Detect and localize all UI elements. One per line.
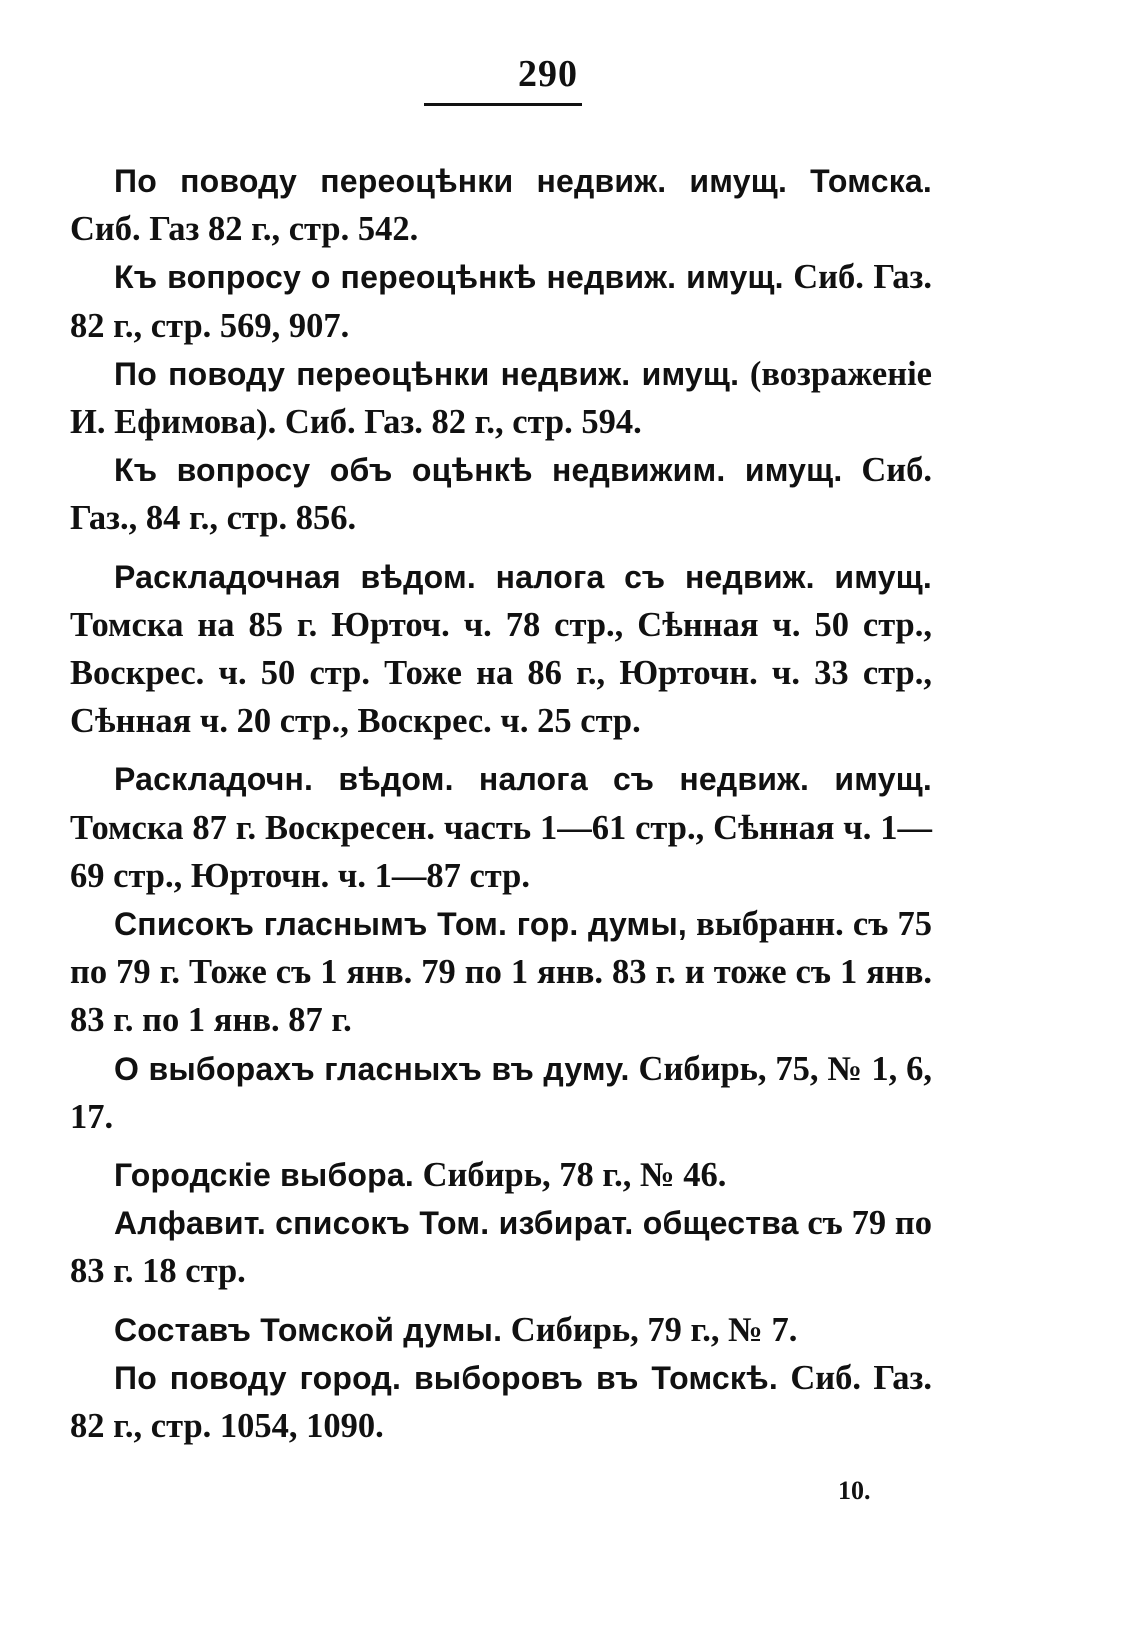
entry-reference: (возраженіе И. Ефимова). Сиб. Газ. 82 г., стр. 594. <box>70 354 932 442</box>
bibliography-entry <box>70 1045 932 1141</box>
entry-title: Къ вопросу о переоцѣнкѣ недвиж. имущ. <box>114 259 784 296</box>
entry-title: Раскладочная вѣдом. налога съ недвиж. имущ. <box>114 558 932 595</box>
bibliography-entry <box>70 446 932 542</box>
entry-reference: Сиб. Газ. 82 г., стр. 1054, 1090. <box>70 1358 933 1446</box>
entry-title: По поводу город. выборовъ въ Томскѣ. <box>114 1359 778 1396</box>
entry-title: О выборахъ гласныхъ въ думу. <box>114 1050 630 1087</box>
entry-reference: выбранн. съ 75 по 79 г. Тоже съ 1 янв. 79 по 1 янв. 83 г. и тоже съ 1 янв. 83 г. по 1 янв. 87 г. <box>70 905 932 1040</box>
bibliography-entry <box>70 1306 932 1354</box>
entry-reference: Томска 87 г. Воскресен. часть 1—61 стр., Сѣнная ч. 1—69 стр., Юрточн. ч. 1—87 стр. <box>70 808 932 895</box>
entry-reference: Сибирь, 78 г., № 46. <box>422 1156 727 1195</box>
bibliography-entry <box>70 1199 932 1295</box>
entry-reference: съ 79 по 83 г. 18 стр. <box>70 1204 932 1291</box>
bibliography-entry <box>70 157 932 253</box>
bibliography-entry <box>70 553 932 746</box>
bibliography-entry <box>70 253 932 349</box>
bibliography-entry <box>70 350 932 446</box>
bibliography-entry <box>70 1151 932 1199</box>
bibliography-list <box>70 157 932 1450</box>
entry-reference: Сиб. Газ., 84 г., стр. 856. <box>70 451 933 538</box>
entry-title: Городскіе выбора. <box>114 1157 414 1194</box>
entry-title: По поводу переоцѣнки недвиж. имущ. Томска. <box>114 163 932 199</box>
bibliography-entry <box>70 900 932 1045</box>
entry-reference: Сибирь, 79 г., № 7. <box>510 1310 798 1349</box>
entry-title: Раскладочн. вѣдом. налога съ недвиж. имущ. <box>114 761 932 798</box>
entry-title: По поводу переоцѣнки недвиж. имущ. <box>114 355 740 392</box>
page-number-rule <box>424 103 582 106</box>
entry-title: Составъ Томской думы. <box>114 1311 503 1348</box>
bibliography-entry <box>70 1354 932 1450</box>
entry-title: Списокъ гласнымъ Том. гор. думы, <box>114 906 688 943</box>
entry-reference: Томска на 85 г. Юрточ. ч. 78 стр., Сѣнная ч. 50 стр., Воскрес. ч. 50 стр. Тоже на 86 г., Юрточн. ч. 33 стр., Сѣнная ч. 20 стр., Воскрес. ч. 25 стр. <box>70 605 932 741</box>
bibliography-entry <box>70 755 932 900</box>
entry-title: Къ вопросу объ оцѣнкѣ недвижим. имущ. <box>114 452 843 489</box>
entry-reference: Сиб. Газ 82 г., стр. 542. <box>70 210 419 249</box>
page-number: 290 <box>518 53 578 95</box>
entry-title: Алфавит. списокъ Том. избират. общества <box>114 1205 799 1242</box>
entry-reference: Сиб. Газ. 82 г., стр. 569, 907. <box>70 258 932 345</box>
signature-mark: 10. <box>838 1476 871 1505</box>
entry-reference: Сибирь, 75, № 1, 6, 17. <box>70 1049 932 1136</box>
